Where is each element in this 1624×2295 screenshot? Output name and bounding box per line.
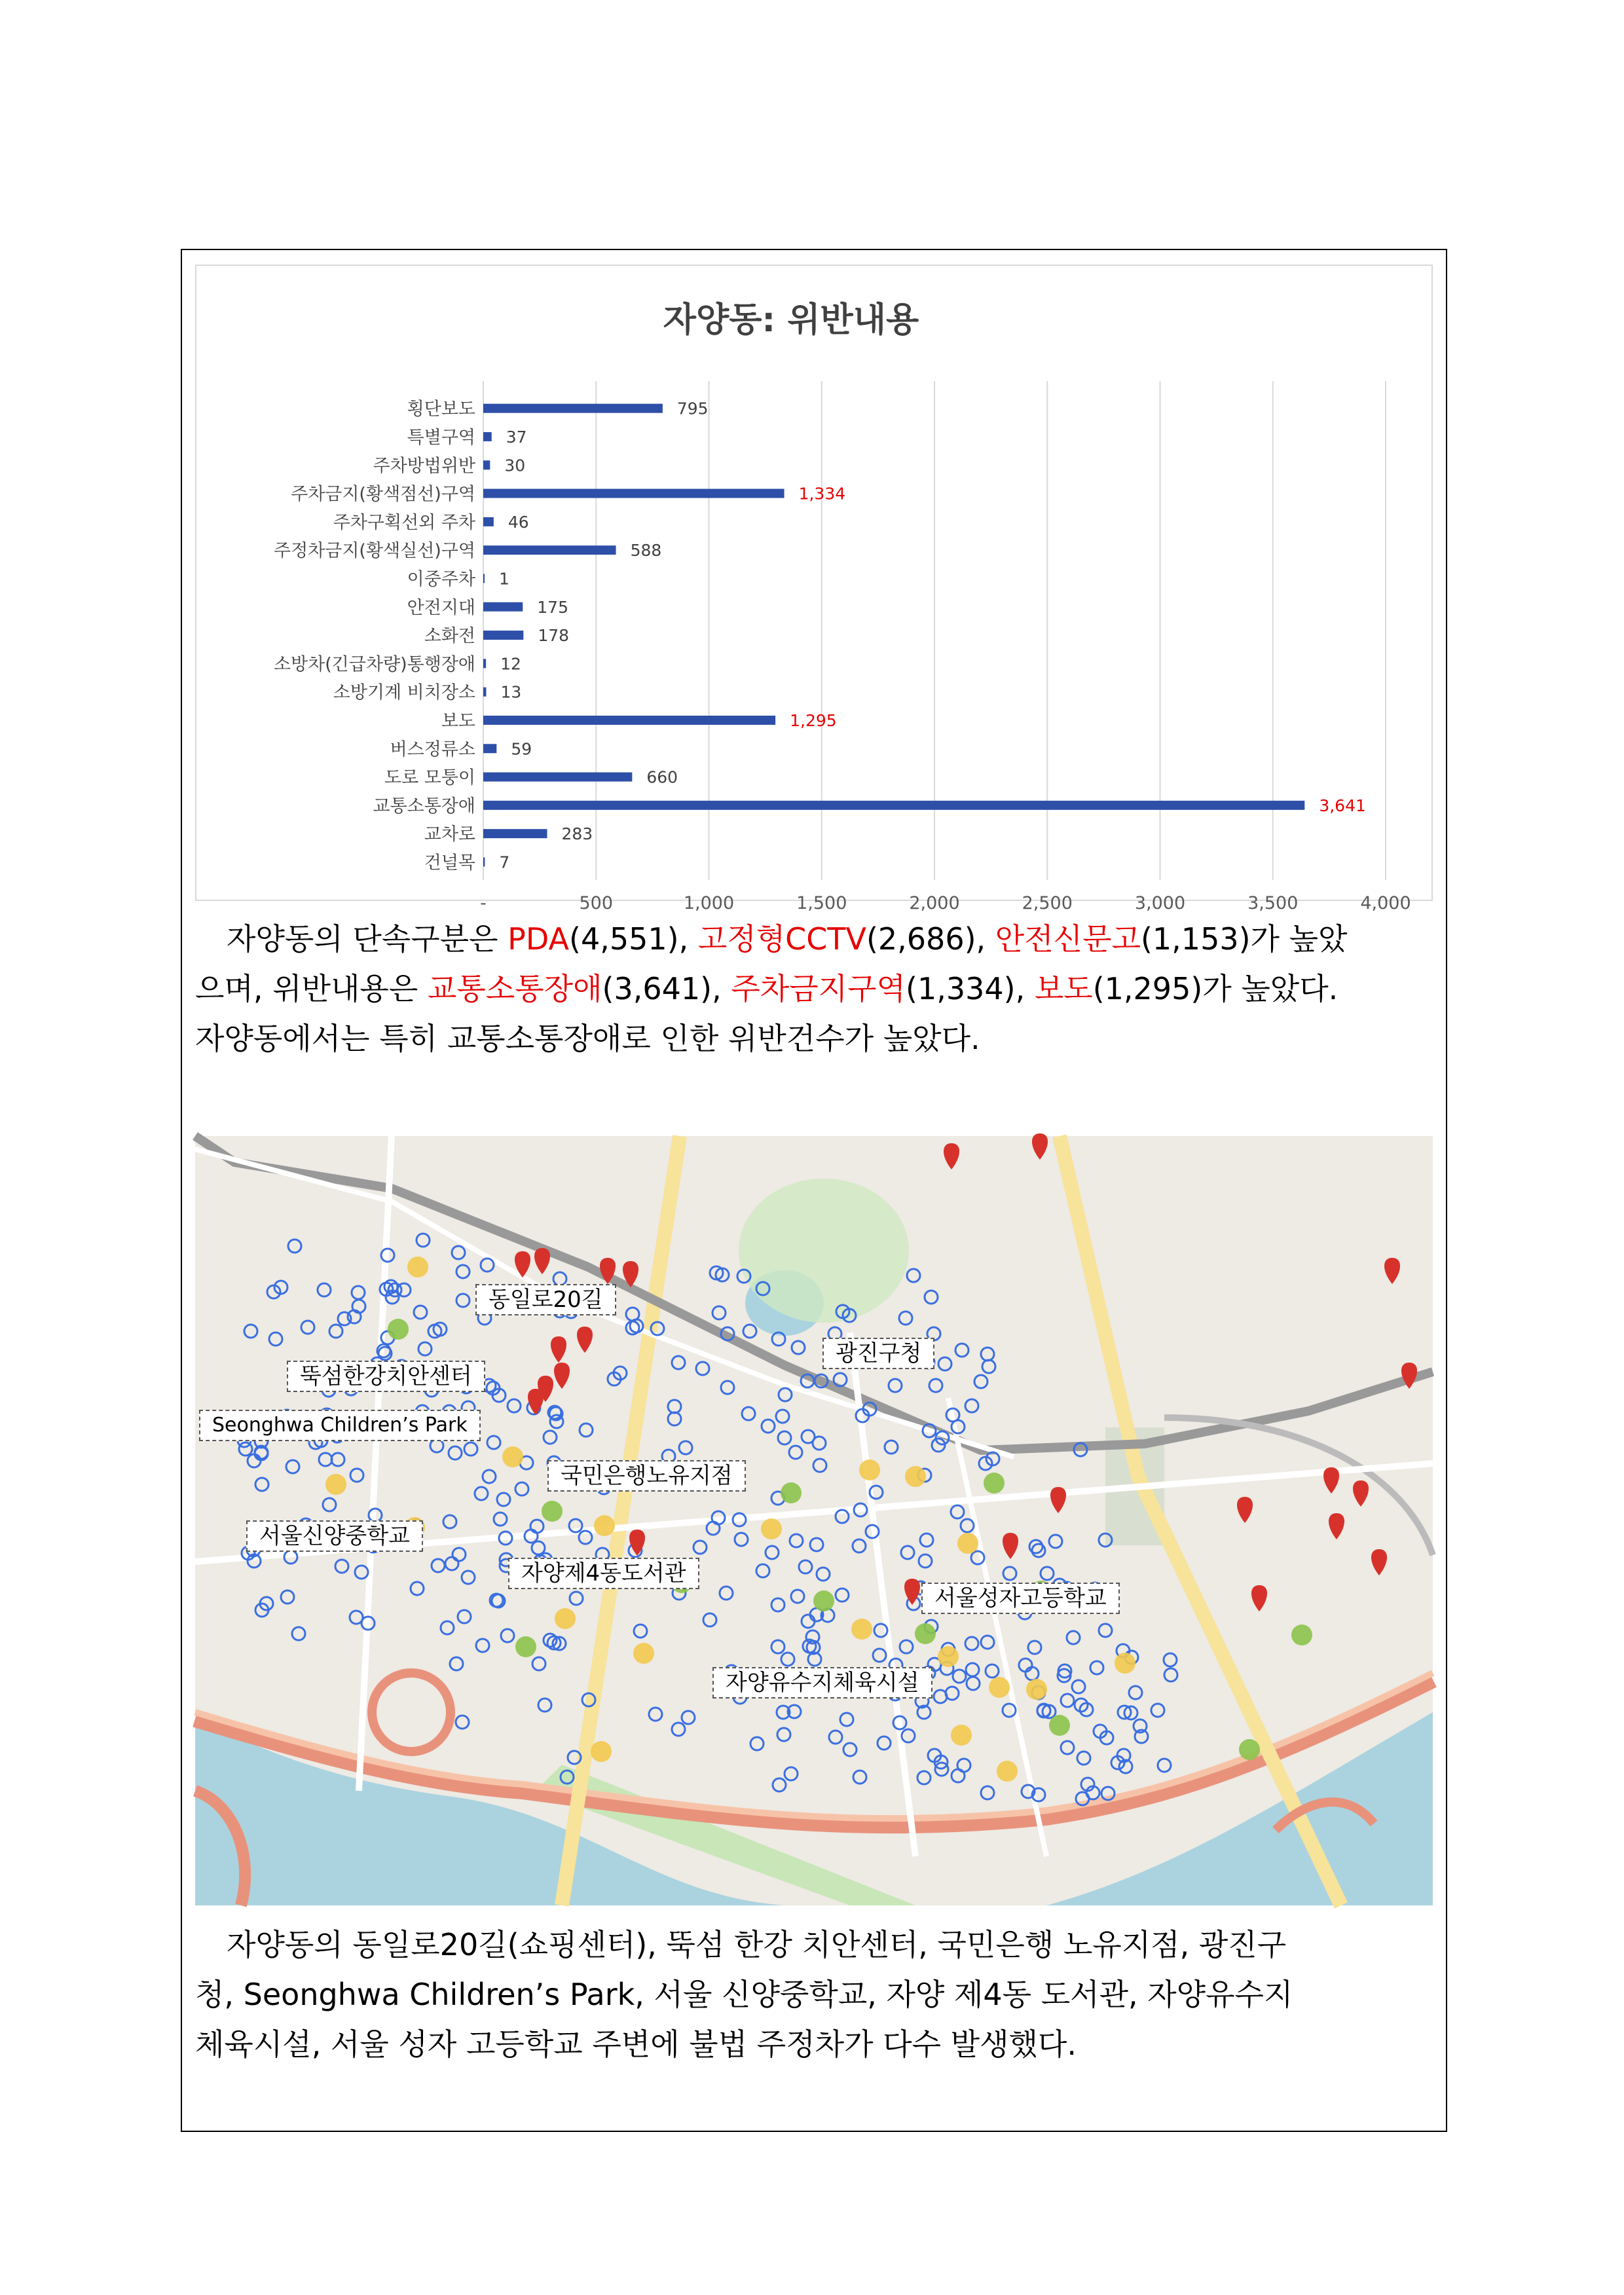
violation-point bbox=[335, 1560, 348, 1573]
cluster-marker bbox=[633, 1643, 654, 1664]
x-tick-label: 500 bbox=[579, 893, 614, 914]
violation-point bbox=[836, 1588, 849, 1602]
bar bbox=[483, 545, 616, 555]
violation-pin-icon bbox=[1329, 1513, 1344, 1539]
bar bbox=[483, 574, 485, 583]
bar bbox=[483, 432, 492, 441]
map-label-seongja-highschool: 서울성자고등학교 bbox=[921, 1583, 1120, 1614]
violation-point bbox=[255, 1478, 268, 1491]
violation-point bbox=[507, 1399, 521, 1412]
violation-point bbox=[965, 1637, 978, 1650]
violation-point bbox=[967, 1677, 980, 1690]
bar bbox=[483, 801, 1304, 810]
data-label: 59 bbox=[511, 739, 532, 759]
violation-point bbox=[951, 1505, 964, 1518]
violation-point bbox=[462, 1571, 475, 1584]
category-label: 도로 모퉁이 bbox=[384, 767, 475, 788]
violation-point bbox=[580, 1423, 593, 1437]
cluster-marker bbox=[1291, 1625, 1312, 1645]
x-tick-label: 3,500 bbox=[1247, 893, 1299, 914]
data-label: 1,334 bbox=[798, 484, 846, 504]
data-label: 13 bbox=[500, 682, 522, 702]
bar bbox=[483, 716, 775, 725]
violation-pin-icon bbox=[1032, 1133, 1048, 1160]
violation-point bbox=[1061, 1741, 1074, 1754]
data-label: 795 bbox=[676, 399, 709, 418]
violation-point bbox=[443, 1515, 456, 1528]
violation-pin-icon bbox=[1371, 1549, 1387, 1575]
violation-point bbox=[288, 1239, 301, 1253]
violation-point bbox=[1003, 1567, 1016, 1580]
violation-point bbox=[649, 1708, 662, 1721]
cluster-marker bbox=[542, 1501, 563, 1522]
violation-point bbox=[974, 1375, 987, 1388]
violation-chart bbox=[195, 265, 1433, 914]
map-label-gwangjin-office: 광진구청 bbox=[822, 1338, 934, 1369]
text-run: (2,686), bbox=[866, 921, 995, 957]
bar bbox=[483, 857, 485, 866]
violation-point bbox=[626, 1308, 639, 1321]
violation-point bbox=[900, 1640, 913, 1653]
text-run: 자양동의 단속구분은 bbox=[227, 921, 508, 957]
violation-point bbox=[441, 1621, 454, 1634]
violation-point bbox=[515, 1482, 528, 1496]
violation-point bbox=[792, 1341, 805, 1354]
category-label: 교통소통장애 bbox=[373, 796, 475, 817]
violation-point bbox=[318, 1283, 331, 1296]
para2-line-1: 자양동의 동일로20길(쇼핑센터), 뚝섬 한강 치안센터, 국민은행 노유지점, 광진구 bbox=[227, 1927, 1287, 1962]
category-label: 소방차(긴급차량)통행장애 bbox=[274, 654, 475, 675]
bar bbox=[483, 489, 784, 498]
violation-point bbox=[323, 1498, 336, 1511]
para1-line-1 bbox=[195, 914, 1433, 964]
text-run: (4,551), bbox=[569, 921, 698, 957]
bar bbox=[483, 517, 494, 526]
violation-point bbox=[450, 1657, 463, 1670]
violation-point bbox=[1067, 1631, 1080, 1644]
violation-point bbox=[802, 1615, 815, 1628]
violation-point bbox=[494, 1513, 507, 1526]
violation-pin-icon bbox=[1251, 1585, 1267, 1611]
park-area bbox=[739, 1179, 909, 1323]
chart-title: 자양동: 위반내용 bbox=[663, 301, 919, 340]
violation-point bbox=[901, 1546, 914, 1559]
cluster-marker bbox=[407, 1257, 428, 1277]
map-label-ttukseom-police: 뚝섬한강치안센터 bbox=[287, 1361, 485, 1392]
data-label: 660 bbox=[646, 767, 678, 787]
violation-point bbox=[668, 1400, 681, 1413]
violation-point bbox=[981, 1786, 994, 1799]
highlight-safety-report: 안전신문고 bbox=[995, 921, 1141, 957]
category-label: 주차방법위반 bbox=[373, 456, 475, 477]
violation-point bbox=[938, 1357, 951, 1370]
para2-line-3: 체육시설, 서울 성자 고등학교 주변에 불법 주정차가 다수 발생했다. bbox=[195, 2027, 1077, 2062]
violation-point bbox=[1025, 1667, 1039, 1680]
violation-point bbox=[416, 1234, 430, 1247]
data-label: 30 bbox=[504, 456, 526, 475]
violation-point bbox=[464, 1442, 477, 1456]
violation-point bbox=[853, 1539, 866, 1552]
category-label: 버스정류소 bbox=[390, 739, 475, 760]
highlight-pda: PDA bbox=[507, 921, 569, 957]
violation-point bbox=[475, 1487, 488, 1500]
violation-point bbox=[458, 1610, 471, 1623]
cluster-marker bbox=[951, 1725, 972, 1746]
violation-point bbox=[483, 1470, 496, 1483]
highlight-traffic-obstruction: 교통소통장애 bbox=[427, 971, 602, 1006]
violation-point bbox=[682, 1711, 695, 1724]
violation-pin-icon bbox=[944, 1143, 959, 1169]
cluster-marker bbox=[859, 1460, 880, 1480]
summary-paragraph-2 bbox=[195, 1920, 1433, 2069]
chart-bars bbox=[483, 404, 1304, 867]
violation-point bbox=[497, 1493, 510, 1506]
highlight-sidewalk: 보도 bbox=[1034, 971, 1093, 1006]
violation-point bbox=[481, 1258, 494, 1272]
violation-pin-icon bbox=[1323, 1467, 1339, 1494]
cluster-marker bbox=[781, 1482, 802, 1503]
violation-pin-icon bbox=[528, 1389, 544, 1415]
violation-point bbox=[934, 1690, 947, 1703]
violation-point bbox=[720, 1587, 733, 1600]
violation-pin-icon bbox=[551, 1336, 566, 1363]
violation-map bbox=[195, 1136, 1433, 1905]
bar bbox=[483, 829, 547, 838]
violation-point bbox=[244, 1325, 257, 1338]
map-label-sinyang-school: 서울신양중학교 bbox=[246, 1520, 423, 1552]
text-run: (1,153)가 높았 bbox=[1140, 921, 1348, 957]
violation-point bbox=[1019, 1659, 1032, 1672]
data-label: 588 bbox=[630, 541, 662, 560]
violation-point bbox=[1099, 1624, 1112, 1637]
cluster-marker bbox=[1026, 1679, 1047, 1700]
violation-pin-icon bbox=[554, 1363, 570, 1389]
text-run: (3,641), bbox=[602, 971, 731, 1006]
violation-point bbox=[957, 1759, 970, 1772]
violation-point bbox=[1164, 1668, 1177, 1681]
violation-point bbox=[771, 1598, 784, 1611]
bar-chart-svg bbox=[196, 266, 1431, 914]
violation-point bbox=[981, 1348, 994, 1361]
x-tick-label: 3,000 bbox=[1134, 893, 1186, 914]
data-label: 7 bbox=[499, 853, 510, 872]
violation-point bbox=[1077, 1752, 1090, 1765]
violation-point bbox=[889, 1379, 902, 1392]
violation-point bbox=[1158, 1759, 1171, 1772]
violation-point bbox=[501, 1629, 514, 1642]
cluster-marker bbox=[989, 1677, 1010, 1698]
violation-point bbox=[756, 1564, 769, 1577]
violation-point bbox=[1032, 1544, 1045, 1557]
category-label: 이중주차 bbox=[407, 569, 475, 590]
violation-point bbox=[476, 1639, 489, 1652]
violation-point bbox=[672, 1723, 685, 1736]
violation-point bbox=[776, 1410, 789, 1423]
violation-point bbox=[432, 1559, 445, 1572]
violation-point bbox=[553, 1272, 566, 1285]
violation-point bbox=[696, 1362, 709, 1375]
violation-point bbox=[777, 1728, 790, 1741]
cluster-marker bbox=[515, 1636, 536, 1657]
category-label: 주정차금지(황색실선)구역 bbox=[274, 541, 475, 562]
violation-point bbox=[779, 1388, 792, 1401]
violation-point bbox=[789, 1446, 802, 1459]
violation-point bbox=[917, 1771, 931, 1784]
map-label-dongil-ro-20gil: 동일로20길 bbox=[475, 1284, 616, 1315]
violation-point bbox=[452, 1548, 466, 1561]
violation-point bbox=[953, 1670, 966, 1683]
violation-point bbox=[735, 1533, 748, 1546]
violation-point bbox=[781, 1653, 794, 1666]
cluster-marker bbox=[984, 1473, 1005, 1494]
violation-point bbox=[961, 1519, 974, 1532]
cluster-marker bbox=[594, 1515, 615, 1536]
cluster-marker bbox=[813, 1590, 834, 1611]
violation-point bbox=[742, 1407, 755, 1420]
cluster-marker bbox=[555, 1608, 576, 1629]
violation-point bbox=[352, 1286, 365, 1299]
violation-point bbox=[965, 1399, 978, 1412]
data-label: 3,641 bbox=[1319, 796, 1366, 815]
violation-point bbox=[762, 1420, 775, 1433]
violation-point bbox=[418, 1342, 432, 1355]
violation-point bbox=[693, 1541, 707, 1554]
x-tick-label: 1,000 bbox=[683, 893, 735, 914]
violation-pin-icon bbox=[1237, 1497, 1253, 1523]
violation-point bbox=[445, 1557, 458, 1570]
data-label: 283 bbox=[561, 824, 593, 844]
violation-point bbox=[929, 1379, 942, 1392]
violation-point bbox=[813, 1437, 826, 1450]
violation-point bbox=[877, 1736, 891, 1750]
data-label: 1 bbox=[499, 569, 509, 589]
category-label: 주차구획선외 주차 bbox=[333, 512, 475, 533]
data-label: 178 bbox=[538, 626, 570, 646]
violation-point bbox=[955, 1344, 969, 1357]
cluster-marker bbox=[591, 1741, 612, 1762]
chart-labels bbox=[274, 399, 1411, 913]
violation-point bbox=[668, 1412, 681, 1425]
violation-point bbox=[411, 1582, 424, 1595]
violation-pin-icon bbox=[534, 1248, 550, 1274]
violation-point bbox=[538, 1698, 551, 1712]
cluster-marker bbox=[325, 1474, 346, 1495]
violation-point bbox=[319, 1453, 332, 1466]
violation-point bbox=[292, 1627, 305, 1640]
violation-point bbox=[920, 1533, 933, 1547]
category-label: 안전지대 bbox=[407, 597, 475, 618]
bar bbox=[483, 773, 632, 782]
violation-point bbox=[456, 1265, 470, 1278]
violation-point bbox=[1061, 1694, 1074, 1707]
violation-point bbox=[355, 1566, 368, 1579]
violation-point bbox=[329, 1325, 342, 1338]
category-label: 특별구역 bbox=[407, 427, 475, 448]
violation-point bbox=[1041, 1567, 1054, 1580]
violation-pin-icon bbox=[1003, 1533, 1018, 1559]
violation-point bbox=[679, 1441, 692, 1454]
violation-point bbox=[873, 1649, 886, 1662]
violation-point bbox=[532, 1541, 545, 1554]
violation-point bbox=[853, 1771, 866, 1784]
violation-pin-icon bbox=[577, 1327, 593, 1353]
violation-point bbox=[813, 1459, 826, 1472]
bar bbox=[483, 460, 490, 469]
violation-point bbox=[771, 1640, 784, 1653]
violation-point bbox=[721, 1381, 734, 1394]
violation-point bbox=[281, 1590, 294, 1604]
category-label: 주차금지(황색점선)구역 bbox=[291, 484, 475, 505]
data-label: 1,295 bbox=[790, 710, 837, 730]
violation-point bbox=[919, 1554, 932, 1568]
bar bbox=[483, 688, 486, 697]
violation-point bbox=[1028, 1641, 1041, 1654]
violation-point bbox=[1151, 1704, 1164, 1717]
violation-point bbox=[817, 1568, 830, 1581]
violation-point bbox=[672, 1356, 685, 1369]
violation-point bbox=[1129, 1686, 1142, 1699]
category-label: 교차로 bbox=[424, 824, 475, 845]
map-label-jayang-sports: 자양유수지체육시설 bbox=[712, 1667, 932, 1698]
highlight-cctv: 고정형CCTV bbox=[697, 921, 866, 957]
cluster-marker bbox=[905, 1466, 926, 1487]
violation-point bbox=[925, 1291, 938, 1304]
cluster-marker bbox=[761, 1518, 782, 1539]
violation-point bbox=[449, 1446, 462, 1460]
violation-point bbox=[530, 1520, 544, 1533]
map-label-jayang4-library: 자양제4동도서관 bbox=[508, 1558, 699, 1589]
violation-point bbox=[840, 1713, 853, 1726]
bar bbox=[483, 404, 663, 413]
map-label-kb-bank: 국민은행노유지점 bbox=[547, 1460, 746, 1492]
x-tick-label: 2,500 bbox=[1022, 893, 1073, 914]
violation-pin-icon bbox=[629, 1530, 645, 1556]
violation-point bbox=[885, 1441, 898, 1454]
cluster-marker bbox=[957, 1533, 978, 1554]
violation-point bbox=[452, 1246, 465, 1259]
data-label: 12 bbox=[500, 654, 521, 674]
violation-point bbox=[550, 1415, 563, 1428]
violation-point bbox=[544, 1431, 557, 1444]
category-label: 건널목 bbox=[424, 853, 475, 873]
violation-point bbox=[487, 1436, 500, 1449]
violation-point bbox=[773, 1778, 786, 1791]
violation-point bbox=[834, 1373, 847, 1386]
map-label-seonghwa-park: Seonghwa Children’s Park bbox=[199, 1410, 481, 1441]
violation-point bbox=[456, 1716, 469, 1729]
x-tick-label: - bbox=[480, 893, 487, 914]
para1-line-2 bbox=[195, 964, 1433, 1014]
violation-point bbox=[430, 1439, 443, 1452]
data-label: 46 bbox=[507, 512, 529, 532]
cluster-marker bbox=[1115, 1653, 1135, 1674]
violation-point bbox=[743, 1325, 756, 1338]
bar bbox=[483, 744, 496, 753]
violation-point bbox=[634, 1625, 647, 1638]
violation-point bbox=[532, 1657, 545, 1670]
violation-point bbox=[982, 1360, 995, 1373]
cluster-marker bbox=[388, 1319, 409, 1340]
para1-line-3: 자양동에서는 특히 교통소통장애로 인한 위반건수가 높았다. bbox=[195, 1021, 980, 1056]
highlight-no-parking-zone: 주차금지구역 bbox=[731, 971, 906, 1006]
cluster-marker bbox=[502, 1446, 523, 1467]
violation-point bbox=[269, 1332, 282, 1346]
summary-paragraph-1 bbox=[195, 914, 1433, 1063]
violation-point bbox=[1049, 1535, 1062, 1548]
violation-point bbox=[1072, 1680, 1085, 1693]
violation-point bbox=[966, 1663, 979, 1676]
violation-point bbox=[1164, 1653, 1177, 1666]
violation-point bbox=[907, 1269, 920, 1282]
violation-point bbox=[570, 1592, 583, 1605]
violation-point bbox=[1090, 1661, 1103, 1674]
violation-point bbox=[248, 1454, 261, 1467]
violation-point bbox=[703, 1613, 716, 1626]
text-run: (1,295)가 높았다. bbox=[1092, 971, 1338, 1006]
cluster-marker bbox=[1049, 1715, 1070, 1736]
street bbox=[948, 1398, 1046, 1856]
bar bbox=[483, 659, 486, 668]
violation-point bbox=[301, 1321, 314, 1334]
violation-point bbox=[843, 1743, 857, 1756]
violation-point bbox=[712, 1306, 726, 1319]
violation-point bbox=[414, 1306, 427, 1319]
category-label: 소방기계 비치장소 bbox=[333, 682, 475, 703]
bar bbox=[483, 631, 523, 640]
violation-pin-icon bbox=[1384, 1258, 1400, 1284]
x-tick-label: 4,000 bbox=[1360, 893, 1411, 914]
violation-point bbox=[286, 1460, 299, 1473]
violation-point bbox=[456, 1294, 470, 1307]
text-run: 으며, 위반내용은 bbox=[195, 971, 428, 1006]
violation-point bbox=[981, 1636, 994, 1649]
violation-point bbox=[778, 1431, 791, 1444]
violation-point bbox=[986, 1664, 999, 1678]
text-run: (1,334), bbox=[906, 971, 1035, 1006]
category-label: 보도 bbox=[441, 710, 475, 731]
data-label: 37 bbox=[506, 427, 527, 447]
cluster-marker bbox=[997, 1761, 1018, 1782]
violation-point bbox=[899, 1312, 912, 1325]
violation-point bbox=[784, 1767, 798, 1780]
violation-point bbox=[791, 1590, 804, 1603]
category-label: 소화전 bbox=[424, 626, 475, 647]
violation-pin-icon bbox=[1353, 1480, 1369, 1507]
data-label: 175 bbox=[537, 597, 569, 617]
violation-point bbox=[331, 1453, 344, 1466]
violation-point bbox=[799, 1560, 812, 1573]
violation-point bbox=[766, 1546, 779, 1559]
para2-line-2: 청, Seonghwa Children’s Park, 서울 신양중학교, 자양 제4동 도서관, 자양유수지 bbox=[195, 1977, 1293, 2012]
cluster-marker bbox=[1239, 1739, 1260, 1760]
violation-point bbox=[810, 1538, 823, 1551]
violation-point bbox=[750, 1737, 764, 1750]
violation-point bbox=[829, 1731, 842, 1744]
bar bbox=[483, 602, 523, 612]
violation-point bbox=[350, 1469, 363, 1482]
rail-curve bbox=[1164, 1418, 1433, 1555]
violation-point bbox=[790, 1534, 803, 1547]
cluster-marker bbox=[938, 1646, 959, 1667]
interchange bbox=[372, 1673, 451, 1752]
cluster-marker bbox=[851, 1619, 872, 1640]
violation-pin-icon bbox=[1050, 1487, 1066, 1513]
x-tick-label: 2,000 bbox=[909, 893, 960, 914]
x-tick-label: 1,500 bbox=[796, 893, 847, 914]
category-label: 횡단보도 bbox=[407, 399, 475, 420]
cluster-marker bbox=[915, 1623, 936, 1644]
